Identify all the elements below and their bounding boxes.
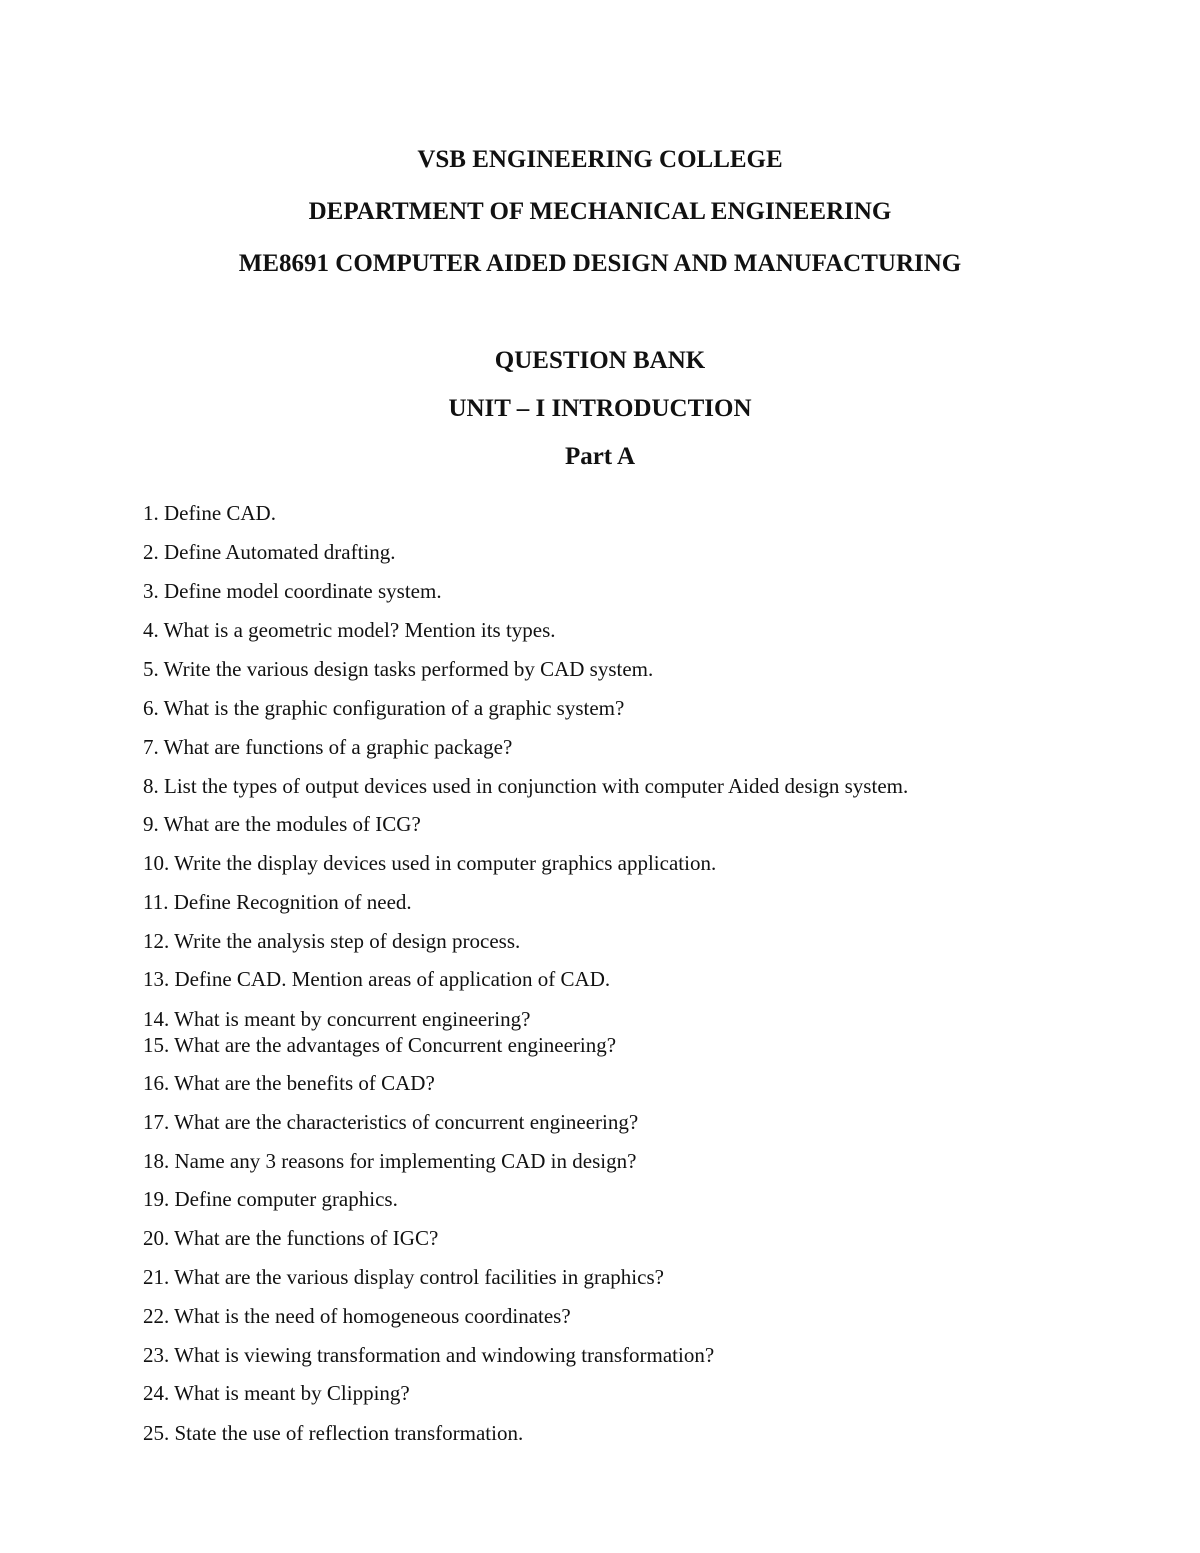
question-item: 6. What is the graphic configuration of a graphic system? bbox=[143, 696, 625, 720]
question-item: 21. What are the various display control facilities in graphics? bbox=[143, 1265, 664, 1289]
question-item: 15. What are the advantages of Concurrent engineering? bbox=[143, 1033, 617, 1057]
question-item: 16. What are the benefits of CAD? bbox=[143, 1071, 435, 1095]
question-item: 4. What is a geometric model? Mention its types. bbox=[143, 618, 556, 642]
question-item: 24. What is meant by Clipping? bbox=[143, 1381, 410, 1405]
question-item: 1. Define CAD. bbox=[143, 501, 276, 525]
question-item: 8. List the types of output devices used in conjunction with computer Aided design system. bbox=[143, 774, 909, 798]
question-item: 20. What are the functions of IGC? bbox=[143, 1226, 439, 1250]
question-item: 11. Define Recognition of need. bbox=[143, 890, 412, 914]
question-item: 10. Write the display devices used in computer graphics application. bbox=[143, 851, 717, 875]
question-item: 7. What are functions of a graphic package? bbox=[143, 735, 513, 759]
question-item: 22. What is the need of homogeneous coordinates? bbox=[143, 1304, 571, 1328]
question-item: 3. Define model coordinate system. bbox=[143, 579, 442, 603]
question-item: 2. Define Automated drafting. bbox=[143, 540, 396, 564]
question-item: 13. Define CAD. Mention areas of application of CAD. bbox=[143, 967, 611, 991]
part-title: Part A bbox=[564, 443, 636, 470]
question-item: 17. What are the characteristics of concurrent engineering? bbox=[143, 1110, 639, 1134]
question-item: 23. What is viewing transformation and windowing transformation? bbox=[143, 1343, 715, 1367]
question-item: 25. State the use of reflection transformation. bbox=[143, 1421, 524, 1445]
department-name: DEPARTMENT OF MECHANICAL ENGINEERING bbox=[308, 198, 892, 225]
course-title: ME8691 COMPUTER AIDED DESIGN AND MANUFACTURING bbox=[238, 250, 962, 277]
unit-title: UNIT – I INTRODUCTION bbox=[448, 395, 752, 422]
question-item: 18. Name any 3 reasons for implementing CAD in design? bbox=[143, 1149, 637, 1173]
question-item: 9. What are the modules of ICG? bbox=[143, 812, 421, 836]
question-item: 5. Write the various design tasks performed by CAD system. bbox=[143, 657, 654, 681]
question-bank-title: QUESTION BANK bbox=[494, 347, 706, 374]
question-item: 14. What is meant by concurrent engineering? bbox=[143, 1007, 531, 1031]
college-name: VSB ENGINEERING COLLEGE bbox=[417, 146, 783, 173]
question-item: 19. Define computer graphics. bbox=[143, 1187, 398, 1211]
question-item: 12. Write the analysis step of design process. bbox=[143, 929, 521, 953]
